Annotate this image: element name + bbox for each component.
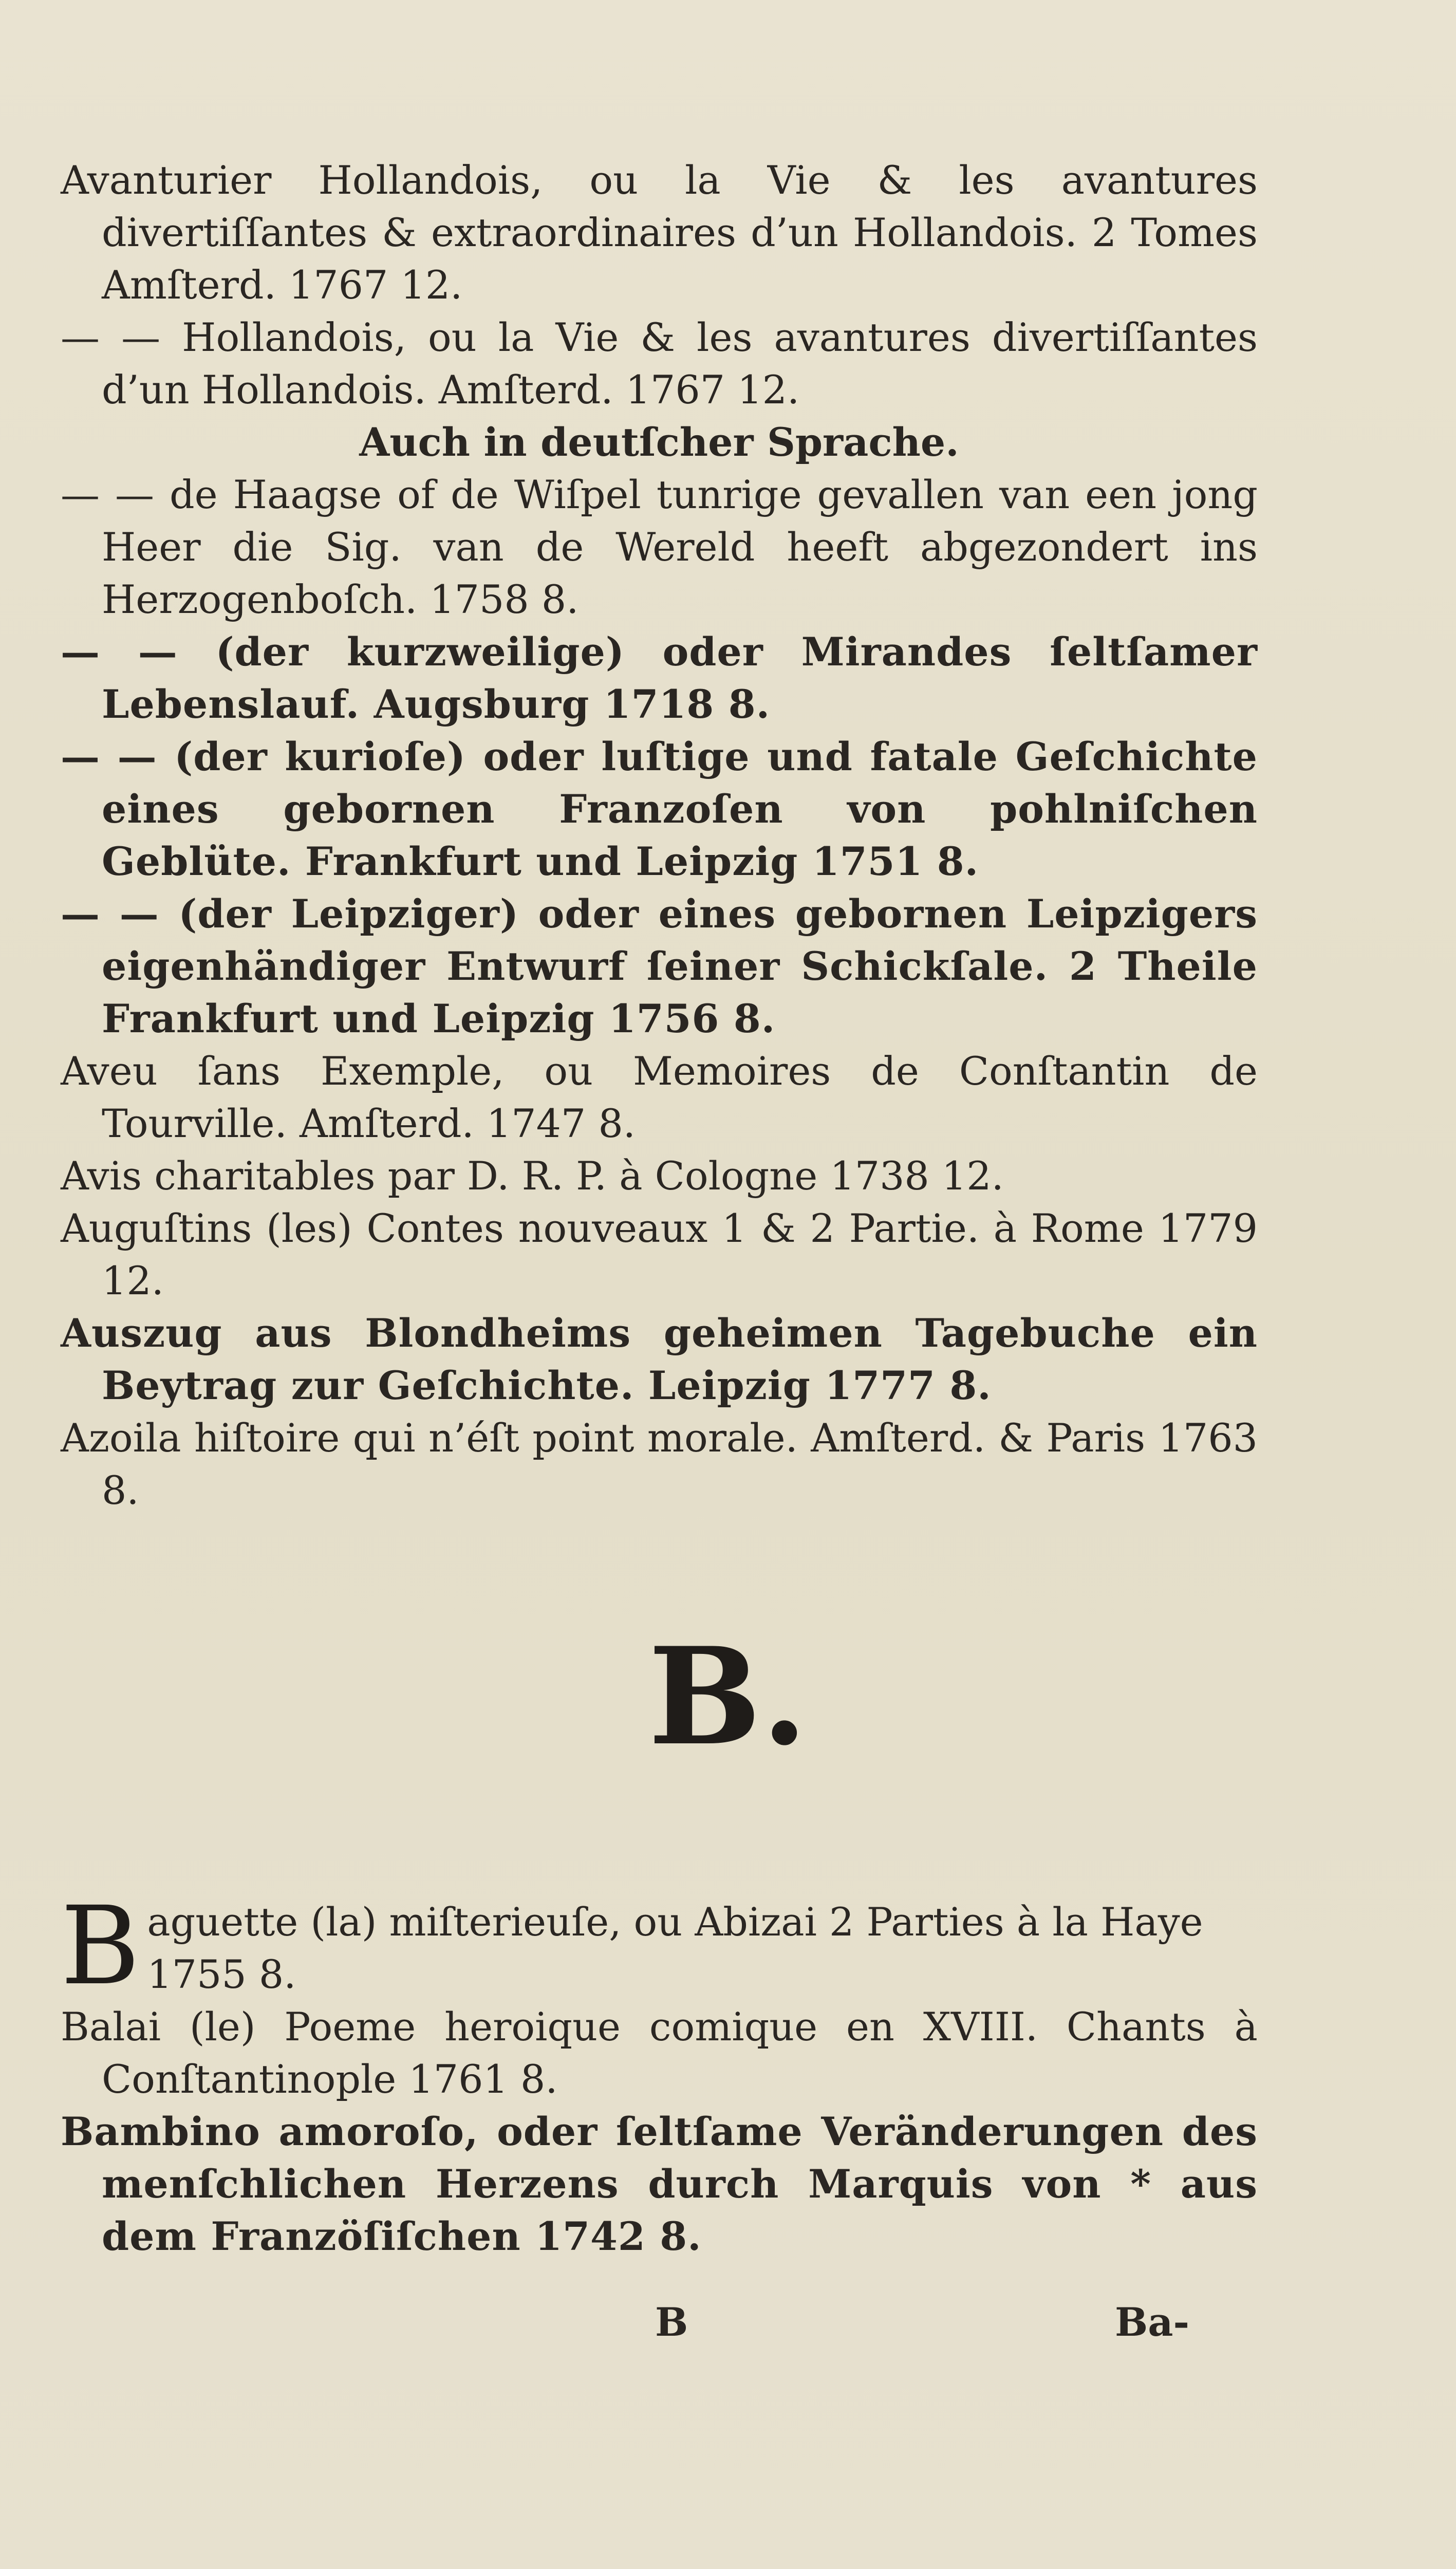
- catchword: Ba-: [1115, 2299, 1190, 2345]
- entry-baguette-text: aguette (la) miſterieuſe, ou Abizai 2 Parties à la Haye 1755 8.: [147, 1899, 1203, 1997]
- entry-balai: Balai (le) Poeme heroique comique en XVIII. Chants à Conſtantinople 1761 8.: [61, 2004, 1258, 2102]
- entry-augustins: Auguſtins (les) Contes nouveaux 1 & 2 Partie. à Rome 1779 12.: [61, 1205, 1258, 1304]
- entry-kurzweilige: — — (der kurzweilige) oder Mirandes ſeltſamer Lebenslauf. Augsburg 1718 8.: [61, 629, 1258, 727]
- entry-avanturier-2: — — Hollandois, ou la Vie & les avantures divertiſſantes d’un Hollandois. Amſterd. 1767 12.: [61, 314, 1258, 413]
- entry-auszug: Auszug aus Blondheims geheimen Tagebuche ein Beytrag zur Geſchichte. Leipzig 1777 8.: [61, 1310, 1258, 1408]
- entry-avanturier-1: Avanturier Hollandois, ou la Vie & les avantures divertiſſantes & extraordinaires d’un Hollandois. 2 Tomes Amſterd. 1767 12.: [61, 157, 1258, 308]
- drop-cap: B: [61, 1883, 140, 2009]
- entry-baguette: [61, 1883, 1258, 2009]
- page-footer: [0, 2299, 1456, 2361]
- entries-a-block: [61, 154, 1258, 1517]
- entry-leipziger: — — (der Leipziger) oder eines gebornen Leipzigers eigenhändiger Entwurf ſeiner Schickſale. 2 Theile Frankfurt und Leipzig 1756 8.: [61, 891, 1258, 1041]
- entry-kuriose: — — (der kurioſe) oder luſtige und fatale Geſchichte eines gebornen Franzoſen von pohlniſchen Geblüte. Frankfurt und Leipzig 1751 8.: [61, 734, 1258, 884]
- german-note: Auch in deutſcher Sprache.: [359, 419, 959, 465]
- entry-aveu: Aveu ſans Exemple, ou Memoires de Conſtantin de Tourville. Amſterd. 1747 8.: [61, 1048, 1258, 1146]
- entry-azoila: Azoila hiſtoire qui n’éſt point morale. Amſterd. & Paris 1763 8.: [61, 1415, 1258, 1513]
- entries-b-block: [61, 1883, 1258, 2263]
- entry-haagse: — — de Haagse of de Wiſpel tunrige gevallen van een jong Heer die Sig. van de Wereld heeft abgezondert ins Herzogenboſch. 1758 8.: [61, 472, 1258, 622]
- signature-mark: B: [655, 2299, 688, 2345]
- section-letter-b: B.: [648, 1618, 808, 1775]
- entry-bambino: Bambino amoroſo, oder ſeltſame Veränderungen des menſchlichen Herzens durch Marquis von * aus dem Franzöſiſchen 1742 8.: [61, 2109, 1258, 2259]
- entry-avis: Avis charitables par D. R. P. à Cologne 1738 12.: [61, 1153, 1004, 1199]
